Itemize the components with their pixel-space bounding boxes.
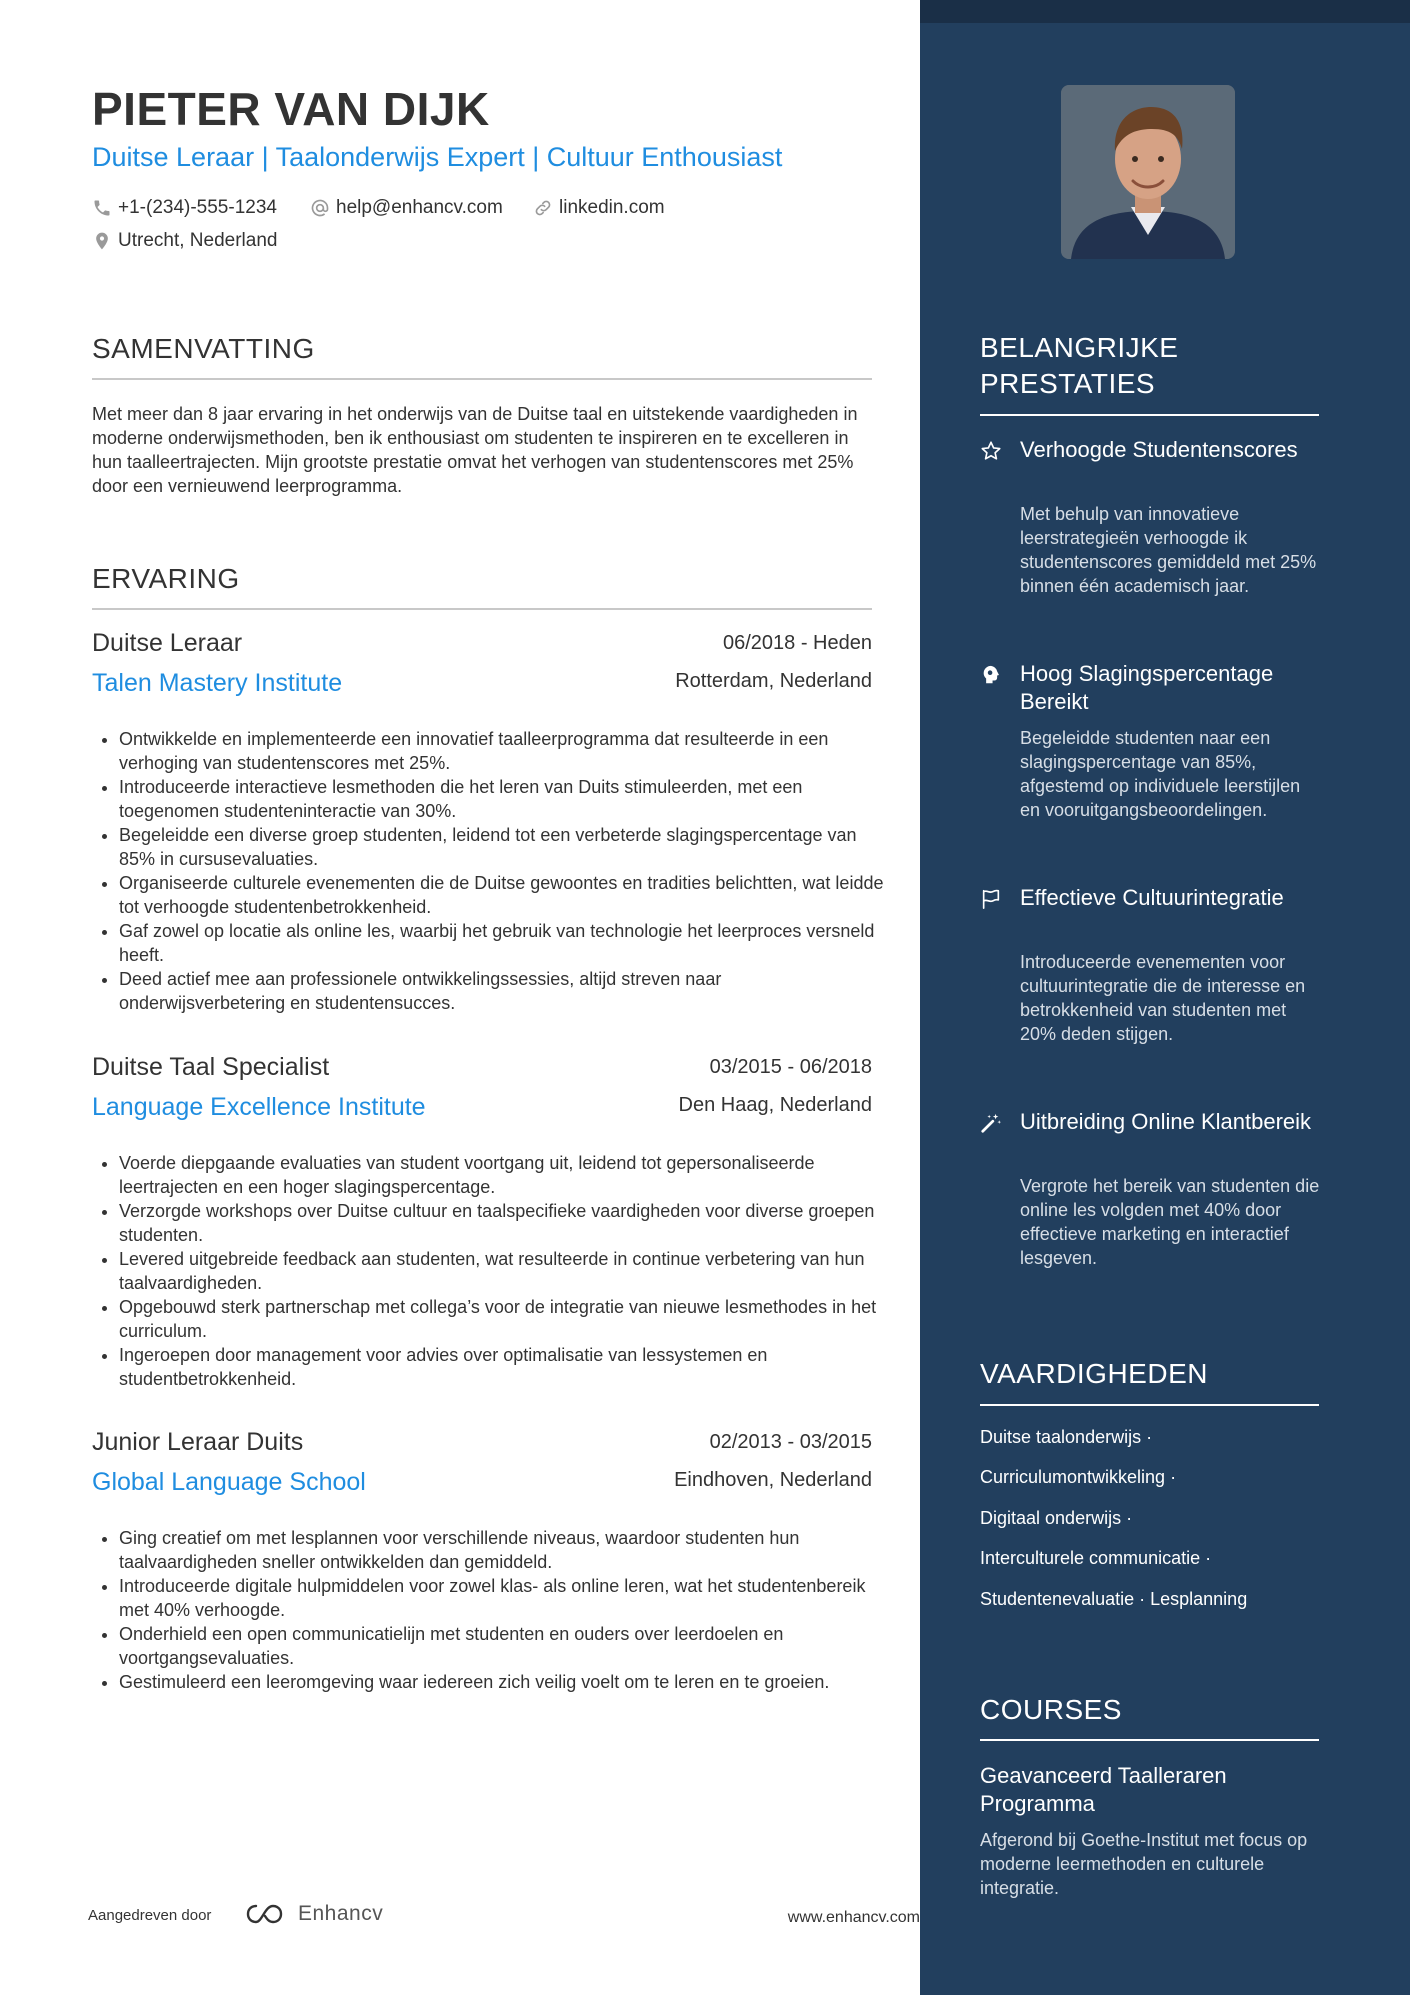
job-bullet: • Introduceerde digitale hulpmiddelen voor zowel klas- als online leren, wat het studentenbereik met 40% verhoogde. [119, 1574, 889, 1622]
sidebar-top-bar [920, 0, 1410, 23]
job-bullet: • Ging creatief om met lesplannen voor verschillende niveaus, waardoor studenten hun taalvaardigheden sneller ontwikkelden dan gemiddeld. [119, 1526, 889, 1574]
experience-divider [92, 608, 872, 610]
star-icon [980, 440, 1002, 462]
job-title: Duitse Taal Specialist [92, 1053, 330, 1081]
skill-line: Duitse taalonderwijs · [980, 1427, 1153, 1447]
flag-icon [980, 888, 1002, 910]
summary-text: Met meer dan 8 jaar ervaring in het onderwijs van de Duitse taal en uitstekende vaardigheden in moderne onderwijsmethoden, ben ik enthousiast om studenten te inspireren en te excelleren in hun taalleertrajecten. Mijn grootste prestatie omvat het verhogen van studentenscores met 25% door een vernieuwend leerprogramma. [92, 404, 858, 496]
job-bullet: • Gaf zowel op locatie als online les, waarbij het gebruik van technologie het leerproces versneld heeft. [119, 919, 889, 967]
skills-divider [980, 1404, 1319, 1406]
job-bullet: • Voerde diepgaande evaluaties van student voortgang uit, leidend tot gepersonaliseerde leertrajecten en een hoger slagingspercentage. [119, 1151, 889, 1199]
job-bullet: • Organiseerde culturele evenementen die de Duitse gewoontes en tradities belichtten, wat leidde tot verhoogde studentenbetrokkenheid. [119, 871, 889, 919]
job-company[interactable]: Global Language School [92, 1468, 366, 1496]
job-company[interactable]: Language Excellence Institute [92, 1093, 426, 1121]
job-bullet: • Onderhield een open communicatielijn met studenten en ouders over leerdoelen en voortgangsevaluaties. [119, 1622, 889, 1670]
contact-location [92, 230, 277, 252]
job-bullet: • Verzorgde workshops over Duitse cultuur en taalspecifieke vaardigheden voor diverse groepen studenten. [119, 1199, 889, 1247]
contact-linkedin[interactable] [533, 197, 665, 219]
skills-heading: VAARDIGHEDEN [980, 1358, 1208, 1389]
job-bullet: • Ingeroepen door management voor advies over optimalisatie van lessystemen en studentbetrokkenheid. [119, 1343, 889, 1391]
achievement-description: Met behulp van innovatieve leerstrategieën verhoogde ik studentenscores gemiddeld met 25% binnen één academisch jaar. [1020, 504, 1317, 596]
contact-phone [92, 197, 277, 219]
phone-text: +1-(234)-555-1234 [118, 197, 277, 218]
linkedin-text: linkedin.com [559, 197, 665, 218]
candidate-tagline: Duitse Leraar | Taalonderwijs Expert | Cultuur Enthousiast [92, 142, 783, 172]
job-title: Junior Leraar Duits [92, 1428, 304, 1456]
magic-wand-icon [980, 1112, 1002, 1134]
courses-heading: COURSES [980, 1694, 1122, 1725]
brain-icon [980, 664, 1002, 686]
job-title: Duitse Leraar [92, 629, 243, 657]
at-icon [310, 198, 330, 218]
contact-email[interactable] [310, 197, 503, 219]
website-link[interactable]: www.enhancv.com [787, 1909, 920, 1926]
summary-divider [92, 378, 872, 380]
location-pin-icon [92, 231, 112, 251]
job-bullet: • Opgebouwd sterk partnerschap met collega’s voor de integratie van nieuwe lesmethodes in het curriculum. [119, 1295, 889, 1343]
powered-by-label: Aangedreven door [88, 1907, 212, 1924]
experience-heading: ERVARING [92, 563, 240, 594]
achievement-description: Vergrote het bereik van studenten die online les volgden met 40% door effectieve marketing en interactief lesgeven. [1020, 1176, 1320, 1268]
job-company[interactable]: Talen Mastery Institute [92, 669, 343, 697]
brand-name: Enhancv [298, 1902, 384, 1925]
skill-line: Digitaal onderwijs · [980, 1508, 1133, 1528]
achievement-description: Begeleidde studenten naar een slagingspercentage van 85%, afgestemd op individuele leerstijlen en vooruitgangsbeoordelingen. [1020, 728, 1301, 820]
job-bullet: • Ontwikkelde en implementeerde een innovatief taalleerprogramma dat resulteerde in een verhoging van studentenscores met 25%. [119, 727, 889, 775]
job-bullet: • Levered uitgebreide feedback aan studenten, wat resulteerde in continue verbetering van hun taalvaardigheden. [119, 1247, 889, 1295]
job-dates: 06/2018 - Heden [722, 632, 872, 654]
job-bullets [92, 727, 889, 1015]
job-dates: 03/2015 - 06/2018 [709, 1056, 872, 1078]
profile-photo [1061, 85, 1235, 259]
achievement-title: Verhoogde Studentenscores [1020, 437, 1298, 462]
job-bullet: • Begeleidde een diverse groep studenten, leidend tot een verbeterde slagingspercentage van 85% in cursusevaluaties. [119, 823, 889, 871]
course-description: Afgerond bij Goethe-Institut met focus op moderne leermethoden en culturele integratie. [980, 1830, 1308, 1898]
link-icon [533, 198, 553, 218]
sidebar [920, 0, 1410, 1995]
email-text: help@enhancv.com [336, 197, 503, 218]
achievement-title: Effectieve Cultuurintegratie [1020, 885, 1284, 910]
achievement-title: Uitbreiding Online Klantbereik [1020, 1109, 1312, 1134]
job-dates: 02/2013 - 03/2015 [709, 1431, 872, 1453]
achievement-description: Introduceerde evenementen voor cultuurintegratie die de interesse en betrokkenheid van studenten met 20% deden stijgen. [1020, 952, 1306, 1044]
achievements-divider [980, 414, 1319, 416]
skill-line: Curriculumontwikkeling · [980, 1467, 1177, 1487]
job-bullet: • Introduceerde interactieve lesmethoden die het leren van Duits stimuleerden, met een toegenomen studenteninteractie van 30%. [119, 775, 889, 823]
job-bullet: • Deed actief mee aan professionele ontwikkelingssessies, altijd streven naar onderwijsverbetering en studentensucces. [119, 967, 889, 1015]
job-location: Den Haag, Nederland [678, 1094, 872, 1116]
location-text: Utrecht, Nederland [118, 230, 278, 251]
candidate-name: PIETER VAN DIJK [92, 83, 490, 135]
person-avatar-icon [1061, 85, 1235, 259]
phone-icon [92, 198, 112, 218]
achievements-heading: BELANGRIJKE PRESTATIES [980, 332, 1179, 399]
job-location: Eindhoven, Nederland [674, 1469, 872, 1491]
job-bullets [92, 1526, 889, 1694]
job-location: Rotterdam, Nederland [675, 670, 872, 692]
course-title: Geavanceerd Taalleraren Programma [980, 1763, 1227, 1816]
courses-divider [980, 1739, 1319, 1741]
summary-heading: SAMENVATTING [92, 333, 315, 364]
skill-line: Studentenevaluatie · Lesplanning [980, 1589, 1248, 1609]
job-bullets [92, 1151, 889, 1391]
skill-line: Interculturele communicatie · [980, 1548, 1212, 1568]
achievement-title: Hoog Slagingspercentage Bereikt [1020, 661, 1274, 714]
job-bullet: • Gestimuleerd een leeromgeving waar iedereen zich veilig voelt om te leren en te groeien. [119, 1670, 889, 1694]
